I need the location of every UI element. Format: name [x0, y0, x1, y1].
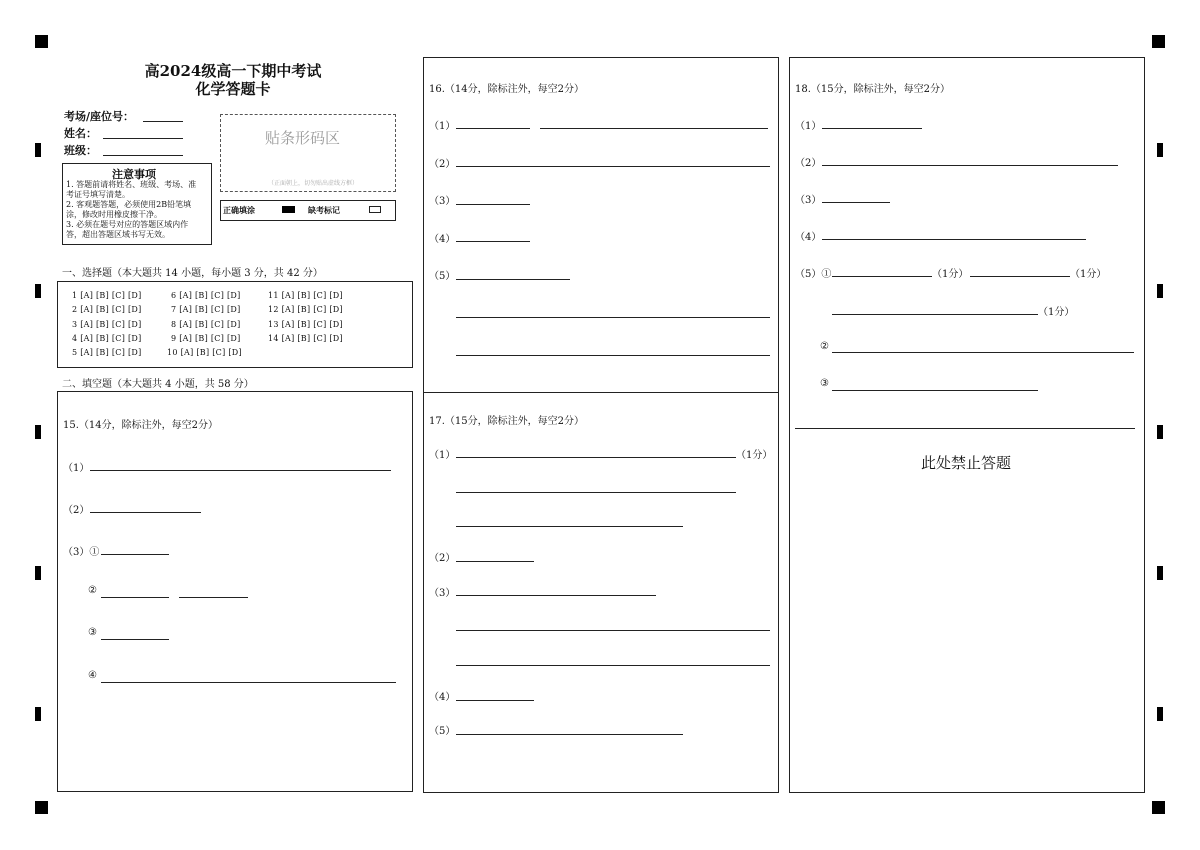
- absent-mark-checkbox[interactable]: [369, 206, 381, 213]
- q17-part4-label: （4）: [429, 692, 456, 703]
- q17-part3-blank-2[interactable]: [456, 630, 770, 631]
- q16-answer-box: [423, 57, 779, 393]
- q18-title: 18.（15分，除标注外，每空2分）: [795, 84, 950, 95]
- q16-part5-blank-1[interactable]: [456, 279, 570, 280]
- registration-mark-top-right: [1152, 35, 1165, 48]
- exam-subtitle: 化学答题卡: [195, 80, 271, 98]
- q16-part1-label: （1）: [429, 121, 456, 132]
- q18-part5-blank-2[interactable]: [832, 352, 1134, 353]
- q16-part4-blank[interactable]: [456, 241, 530, 242]
- correct-fill-label: 正确填涂: [223, 205, 255, 215]
- q15-part3-blank-2b[interactable]: [179, 597, 248, 598]
- forbidden-area-label: 此处禁止答题: [921, 454, 1012, 472]
- section2-heading: 二、填空题（本大题共 4 小题，共 58 分）: [62, 379, 254, 390]
- q18-part5-label: （5）①: [795, 269, 832, 280]
- q18-answer-box: [789, 57, 1145, 793]
- q15-title: 15.（14分，除标注外，每空2分）: [63, 420, 218, 431]
- q15-part1-blank[interactable]: [90, 470, 391, 471]
- exam-room-label: 考场/座位号：: [64, 110, 135, 123]
- choice-item[interactable]: 10 [A] [B] [C] [D]: [167, 348, 242, 357]
- name-field[interactable]: [103, 138, 183, 139]
- q18-part4-blank[interactable]: [822, 239, 1086, 240]
- q18-part5-circle3: ③: [820, 378, 829, 389]
- q17-part1-blank-3[interactable]: [456, 526, 683, 527]
- choice-item[interactable]: 6 [A] [B] [C] [D]: [171, 291, 241, 300]
- q15-part3-label: （3）①: [63, 547, 100, 558]
- q17-part1-score: （1分）: [736, 450, 773, 461]
- timing-mark: [35, 284, 41, 298]
- q17-title: 17.（15分，除标注外，每空2分）: [429, 416, 584, 427]
- notice-line: 答，超出答题区域书写无效。: [66, 230, 170, 239]
- class-field[interactable]: [103, 155, 183, 156]
- q15-part2-label: （2）: [63, 505, 90, 516]
- q18-part1-label: （1）: [795, 121, 822, 132]
- choice-item[interactable]: 12 [A] [B] [C] [D]: [268, 305, 343, 314]
- registration-mark-bottom-right: [1152, 801, 1165, 814]
- registration-mark-top-left: [35, 35, 48, 48]
- q17-answer-box: [423, 392, 779, 793]
- q18-part5-blank-1c[interactable]: [832, 314, 1038, 315]
- q15-part3-blank-4[interactable]: [101, 682, 396, 683]
- timing-mark: [1157, 566, 1163, 580]
- exam-room-field[interactable]: [143, 121, 183, 122]
- notice-line: 2. 客观题答题，必须使用2B铅笔填: [66, 200, 192, 209]
- q16-part2-label: （2）: [429, 159, 456, 170]
- q18-score-a: （1分）: [932, 269, 969, 280]
- timing-mark: [1157, 707, 1163, 721]
- choice-item[interactable]: 13 [A] [B] [C] [D]: [268, 320, 343, 329]
- choice-item[interactable]: 8 [A] [B] [C] [D]: [171, 320, 241, 329]
- q17-part1-label: （1）: [429, 450, 456, 461]
- q17-part4-blank[interactable]: [456, 700, 534, 701]
- name-label: 姓名：: [64, 127, 97, 140]
- timing-mark: [35, 566, 41, 580]
- notice-title: 注意事项: [112, 168, 156, 181]
- q15-part2-blank[interactable]: [90, 512, 201, 513]
- notice-line: 涂，修改时用橡皮擦干净。: [66, 210, 162, 219]
- forbidden-divider: [795, 428, 1135, 429]
- absent-mark-label: 缺考标记: [308, 205, 340, 215]
- q17-part3-blank-1[interactable]: [456, 595, 656, 596]
- registration-mark-bottom-left: [35, 801, 48, 814]
- q18-part2-label: （2）: [795, 158, 822, 169]
- section1-heading: 一、选择题（本大题共 14 小题，每小题 3 分，共 42 分）: [62, 268, 323, 279]
- q16-part4-label: （4）: [429, 234, 456, 245]
- q16-part2-blank[interactable]: [456, 166, 770, 167]
- q17-part5-blank[interactable]: [456, 734, 683, 735]
- q15-part3-circle3: ③: [88, 627, 97, 638]
- choice-item[interactable]: 14 [A] [B] [C] [D]: [268, 334, 343, 343]
- q18-part2-blank[interactable]: [822, 165, 1118, 166]
- timing-mark: [1157, 425, 1163, 439]
- timing-mark: [35, 425, 41, 439]
- q16-part3-label: （3）: [429, 196, 456, 207]
- q18-part3-blank[interactable]: [822, 202, 890, 203]
- timing-mark: [1157, 143, 1163, 157]
- q18-part5-blank-3[interactable]: [832, 390, 1038, 391]
- q17-part1-blank-2[interactable]: [456, 492, 736, 493]
- q15-answer-box: [57, 391, 413, 792]
- choice-item[interactable]: 3 [A] [B] [C] [D]: [72, 320, 142, 329]
- q15-part3-blank-3[interactable]: [101, 639, 169, 640]
- class-label: 班级：: [64, 144, 97, 157]
- choice-item[interactable]: 11 [A] [B] [C] [D]: [268, 291, 343, 300]
- q15-part3-circle2: ②: [88, 585, 97, 596]
- q16-part5-blank-2[interactable]: [456, 317, 770, 318]
- q16-part5-blank-3[interactable]: [456, 355, 770, 356]
- notice-line: 考证号填写清楚。: [66, 190, 130, 199]
- q15-part3-blank-2a[interactable]: [101, 597, 169, 598]
- q16-part1-blank-b[interactable]: [540, 128, 768, 129]
- q17-part2-blank[interactable]: [456, 561, 534, 562]
- q16-part1-blank-a[interactable]: [456, 128, 530, 129]
- q18-part1-blank[interactable]: [822, 128, 922, 129]
- choice-item[interactable]: 4 [A] [B] [C] [D]: [72, 334, 142, 343]
- notice-line: 1. 答题前请将姓名、班级、考场、准: [66, 180, 197, 189]
- q15-part1-label: （1）: [63, 463, 90, 474]
- q18-part5-blank-1b[interactable]: [970, 276, 1070, 277]
- q18-score-b: （1分）: [1070, 269, 1107, 280]
- timing-mark: [1157, 284, 1163, 298]
- q16-part3-blank[interactable]: [456, 204, 530, 205]
- barcode-note: （正面朝上，切勿贴出虚线方框）: [268, 180, 359, 187]
- q18-part4-label: （4）: [795, 232, 822, 243]
- choice-item[interactable]: 1 [A] [B] [C] [D]: [72, 291, 142, 300]
- q18-part5-circle2: ②: [820, 341, 829, 352]
- choice-item[interactable]: 7 [A] [B] [C] [D]: [171, 305, 241, 314]
- q17-part3-blank-3[interactable]: [456, 665, 770, 666]
- barcode-area-label: 贴条形码区: [265, 129, 341, 147]
- q15-part3-blank-1[interactable]: [101, 554, 169, 555]
- q17-part5-label: （5）: [429, 726, 456, 737]
- q17-part1-blank-1[interactable]: [456, 457, 736, 458]
- choice-item[interactable]: 2 [A] [B] [C] [D]: [72, 305, 142, 314]
- timing-mark: [35, 707, 41, 721]
- timing-mark: [35, 143, 41, 157]
- q16-title: 16.（14分，除标注外，每空2分）: [429, 84, 584, 95]
- q17-part2-label: （2）: [429, 553, 456, 564]
- q18-part5-blank-1a[interactable]: [832, 276, 932, 277]
- q18-score-c: （1分）: [1038, 307, 1075, 318]
- notice-line: 3. 必须在题号对应的答题区域内作: [66, 220, 189, 229]
- q15-part3-circle4: ④: [88, 670, 97, 681]
- choice-item[interactable]: 5 [A] [B] [C] [D]: [72, 348, 142, 357]
- q16-part5-label: （5）: [429, 271, 456, 282]
- exam-title: 高2024级高一下期中考试: [144, 62, 322, 80]
- correct-fill-sample: [282, 206, 295, 213]
- choice-item[interactable]: 9 [A] [B] [C] [D]: [171, 334, 241, 343]
- q17-part3-label: （3）: [429, 588, 456, 599]
- q18-part3-label: （3）: [795, 195, 822, 206]
